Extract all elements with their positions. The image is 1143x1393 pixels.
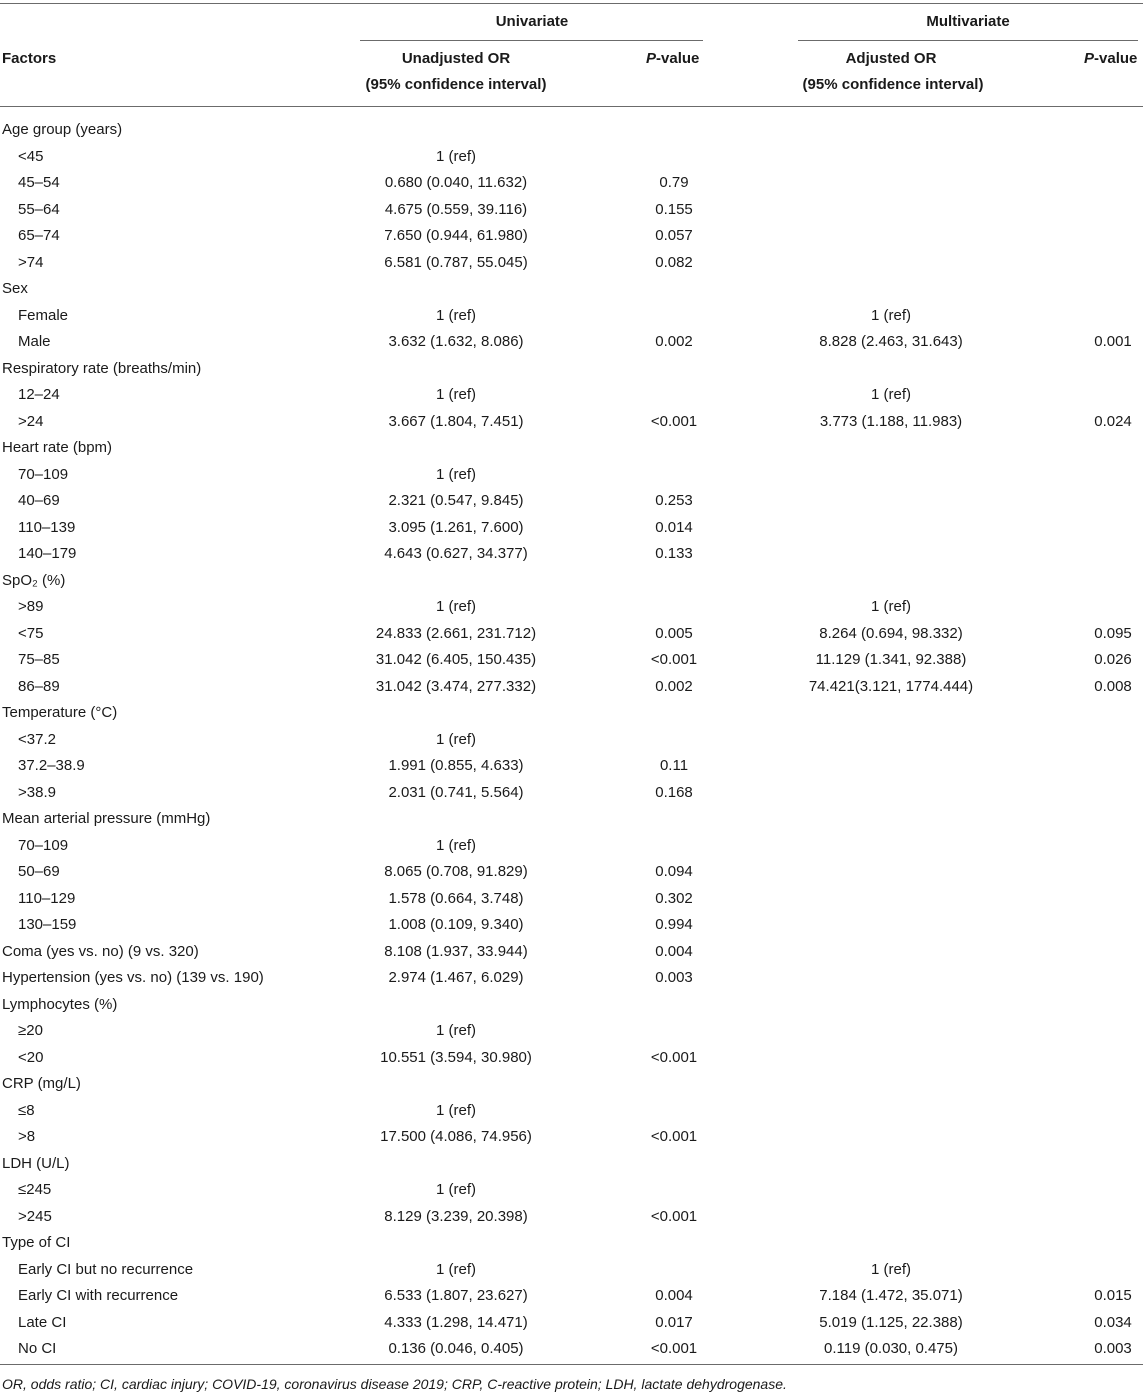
unadjusted-p-cell: 0.014	[655, 519, 693, 536]
adjusted-or-header: Adjusted OR	[845, 50, 937, 67]
unadjusted-or-cell: 3.632 (1.632, 8.086)	[388, 333, 524, 350]
unadjusted-p-cell: 0.302	[655, 890, 693, 907]
factor-level-label: 45–54	[18, 174, 60, 191]
unadjusted-or-cell: 1.008 (0.109, 9.340)	[388, 916, 524, 933]
unadjusted-p-cell: 0.004	[655, 943, 693, 960]
factor-label: LDH (U/L)	[2, 1155, 70, 1172]
unadjusted-or-cell: 10.551 (3.594, 30.980)	[380, 1049, 532, 1066]
factor-level-label: No CI	[18, 1340, 57, 1357]
factor-label: Age group (years)	[2, 121, 123, 138]
unadjusted-ci-header: (95% confidence interval)	[365, 76, 547, 93]
unadjusted-p-cell: <0.001	[650, 1049, 698, 1066]
adjusted-p-cell: 0.024	[1094, 413, 1132, 430]
unadjusted-or-cell: 1 (ref)	[435, 148, 477, 165]
factor-level-label: ≥20	[18, 1022, 43, 1039]
unadjusted-p-cell: 0.005	[655, 625, 693, 642]
factor-label: Temperature (°C)	[2, 704, 118, 721]
factor-level-label: 65–74	[18, 227, 60, 244]
unadjusted-or-cell: 24.833 (2.661, 231.712)	[375, 625, 537, 642]
factor-level-label: 140–179	[18, 545, 77, 562]
p-suffix: -value	[1094, 50, 1138, 67]
factor-level-label: 37.2–38.9	[18, 757, 85, 774]
unadjusted-or-cell: 1 (ref)	[435, 1181, 477, 1198]
factor-label: Sex	[2, 280, 28, 297]
factor-level-label: >89	[18, 598, 44, 615]
unadjusted-p-cell: 0.017	[655, 1314, 693, 1331]
factor-level-label: <45	[18, 148, 44, 165]
bottom-rule	[0, 1364, 1143, 1365]
adjusted-or-cell: 74.421(3.121, 1774.444)	[808, 678, 974, 695]
unadjusted-p-cell: 0.11	[659, 757, 689, 774]
unadjusted-or-cell: 7.650 (0.944, 61.980)	[384, 227, 528, 244]
adjusted-or-cell: 5.019 (1.125, 22.388)	[819, 1314, 963, 1331]
factor-level-label: ≤8	[18, 1102, 35, 1119]
top-rule	[0, 3, 1143, 4]
adjusted-or-cell: 0.119 (0.030, 0.475)	[824, 1340, 958, 1357]
factor-label: CRP (mg/L)	[2, 1075, 81, 1092]
factor-level-label: >8	[18, 1128, 36, 1145]
factor-level-label: Male	[18, 333, 51, 350]
unadjusted-p-cell: <0.001	[650, 1128, 698, 1145]
factors-header: Factors	[2, 50, 57, 67]
unadjusted-p-cell: 0.002	[655, 678, 693, 695]
factor-label: Lymphocytes (%)	[2, 996, 118, 1013]
factor-label: Mean arterial pressure (mmHg)	[2, 810, 211, 827]
factor-level-label: 86–89	[18, 678, 60, 695]
factor-label: Hypertension (yes vs. no) (139 vs. 190)	[2, 969, 264, 986]
unadjusted-or-cell: 1 (ref)	[435, 386, 477, 403]
unadjusted-or-cell: 0.680 (0.040, 11.632)	[384, 174, 528, 191]
header-rule	[0, 106, 1143, 107]
adjusted-p-cell: 0.026	[1094, 651, 1132, 668]
factor-level-label: 70–109	[18, 466, 69, 483]
factor-level-label: >245	[18, 1208, 52, 1225]
factor-level-label: Early CI but no recurrence	[18, 1261, 194, 1278]
univariate-subrule	[360, 40, 703, 41]
factor-level-label: 130–159	[18, 916, 77, 933]
unadjusted-or-cell: 1 (ref)	[435, 466, 477, 483]
unadjusted-or-cell: 2.974 (1.467, 6.029)	[388, 969, 524, 986]
factor-level-label: 110–129	[18, 890, 76, 907]
unadjusted-or-cell: 1 (ref)	[435, 1102, 477, 1119]
factor-level-label: 40–69	[18, 492, 60, 509]
unadjusted-p-cell: <0.001	[650, 413, 698, 430]
adjusted-p-cell: 0.001	[1094, 333, 1132, 350]
unadjusted-p-cell: 0.003	[655, 969, 693, 986]
unadjusted-or-cell: 1 (ref)	[435, 837, 477, 854]
unadjusted-p-cell: 0.79	[659, 174, 689, 191]
factor-level-label: <20	[18, 1049, 44, 1066]
unadjusted-p-cell: <0.001	[650, 1208, 698, 1225]
adjusted-or-cell: 11.129 (1.341, 92.388)	[815, 651, 967, 668]
unadjusted-or-cell: 1 (ref)	[435, 1261, 477, 1278]
p-italic: P	[1084, 50, 1095, 67]
factor-level-label: Late CI	[18, 1314, 67, 1331]
factor-level-label: 75–85	[18, 651, 60, 668]
adjusted-p-cell: 0.015	[1094, 1287, 1132, 1304]
unadjusted-p-cell: 0.004	[655, 1287, 693, 1304]
unadjusted-or-cell: 0.136 (0.046, 0.405)	[388, 1340, 524, 1357]
unadjusted-or-cell: 3.095 (1.261, 7.600)	[388, 519, 524, 536]
unadjusted-or-cell: 17.500 (4.086, 74.956)	[380, 1128, 532, 1145]
factor-label: Respiratory rate (breaths/min)	[2, 360, 202, 377]
factor-label: Coma (yes vs. no) (9 vs. 320)	[2, 943, 199, 960]
unadjusted-or-cell: 6.533 (1.807, 23.627)	[384, 1287, 528, 1304]
factor-label: Heart rate (bpm)	[2, 439, 113, 456]
unadjusted-p-cell: 0.168	[655, 784, 693, 801]
unadjusted-p-cell: 0.057	[655, 227, 693, 244]
factor-level-label: Female	[18, 307, 69, 324]
p-italic: P	[646, 50, 657, 67]
adjusted-p-cell: 0.003	[1094, 1340, 1132, 1357]
factor-level-label: 12–24	[18, 386, 60, 403]
unadjusted-p-cell: <0.001	[650, 651, 698, 668]
factor-level-label: 70–109	[18, 837, 69, 854]
multivariate-subrule	[798, 40, 1138, 41]
unadjusted-or-cell: 4.675 (0.559, 39.116)	[384, 201, 528, 218]
adjusted-or-cell: 8.264 (0.694, 98.332)	[819, 625, 963, 642]
adjusted-p-header	[1084, 50, 1137, 68]
adjusted-p-cell: 0.034	[1094, 1314, 1132, 1331]
table-footnote: OR, odds ratio; CI, cardiac injury; COVID-19, coronavirus disease 2019; CRP, C-reactive protein; LDH, lactate dehydrogenase.	[2, 1376, 787, 1392]
unadjusted-p-cell: 0.002	[655, 333, 693, 350]
unadjusted-or-cell: 1.578 (0.664, 3.748)	[388, 890, 524, 907]
univariate-header: Univariate	[495, 13, 569, 30]
factor-level-label: 55–64	[18, 201, 60, 218]
factor-level-label: <75	[18, 625, 44, 642]
factor-level-label: <37.2	[18, 731, 56, 748]
unadjusted-or-cell: 31.042 (3.474, 277.332)	[375, 678, 537, 695]
unadjusted-or-cell: 1 (ref)	[435, 307, 477, 324]
p-suffix: -value	[656, 50, 700, 67]
adjusted-or-cell: 1 (ref)	[870, 307, 912, 324]
unadjusted-p-header	[646, 50, 699, 68]
factor-level-label: >74	[18, 254, 44, 271]
factor-label: Type of CI	[2, 1234, 71, 1251]
unadjusted-or-cell: 8.108 (1.937, 33.944)	[384, 943, 528, 960]
unadjusted-or-cell: 2.321 (0.547, 9.845)	[388, 492, 524, 509]
adjusted-or-cell: 7.184 (1.472, 35.071)	[819, 1287, 963, 1304]
factor-level-label: Early CI with recurrence	[18, 1287, 179, 1304]
unadjusted-p-cell: <0.001	[650, 1340, 698, 1357]
unadjusted-p-cell: 0.994	[655, 916, 693, 933]
unadjusted-or-cell: 8.129 (3.239, 20.398)	[384, 1208, 528, 1225]
factor-label: SpO₂ (%)	[2, 572, 66, 589]
unadjusted-or-cell: 1.991 (0.855, 4.633)	[388, 757, 524, 774]
unadjusted-or-cell: 1 (ref)	[435, 1022, 477, 1039]
factor-level-label: 50–69	[18, 863, 60, 880]
unadjusted-or-cell: 3.667 (1.804, 7.451)	[388, 413, 524, 430]
adjusted-or-cell: 1 (ref)	[870, 386, 912, 403]
unadjusted-or-cell: 31.042 (6.405, 150.435)	[375, 651, 537, 668]
unadjusted-or-cell: 4.333 (1.298, 14.471)	[384, 1314, 528, 1331]
unadjusted-or-cell: 8.065 (0.708, 91.829)	[384, 863, 528, 880]
factor-level-label: 110–139	[18, 519, 76, 536]
unadjusted-or-cell: 1 (ref)	[435, 731, 477, 748]
factor-level-label: >24	[18, 413, 44, 430]
unadjusted-or-cell: 4.643 (0.627, 34.377)	[384, 545, 528, 562]
unadjusted-or-cell: 2.031 (0.741, 5.564)	[388, 784, 524, 801]
unadjusted-or-header: Unadjusted OR	[401, 50, 511, 67]
adjusted-or-cell: 1 (ref)	[870, 598, 912, 615]
unadjusted-p-cell: 0.133	[655, 545, 693, 562]
factor-level-label: >38.9	[18, 784, 56, 801]
adjusted-p-cell: 0.008	[1094, 678, 1132, 695]
unadjusted-p-cell: 0.253	[655, 492, 693, 509]
adjusted-p-cell: 0.095	[1094, 625, 1132, 642]
adjusted-or-cell: 1 (ref)	[870, 1261, 912, 1278]
adjusted-or-cell: 3.773 (1.188, 11.983)	[819, 413, 963, 430]
unadjusted-or-cell: 6.581 (0.787, 55.045)	[384, 254, 528, 271]
multivariate-header: Multivariate	[926, 13, 1010, 30]
factor-level-label: ≤245	[18, 1181, 52, 1198]
unadjusted-p-cell: 0.094	[655, 863, 693, 880]
unadjusted-or-cell: 1 (ref)	[435, 598, 477, 615]
adjusted-or-cell: 8.828 (2.463, 31.643)	[819, 333, 963, 350]
adjusted-ci-header: (95% confidence interval)	[802, 76, 984, 93]
unadjusted-p-cell: 0.155	[655, 201, 693, 218]
unadjusted-p-cell: 0.082	[655, 254, 693, 271]
